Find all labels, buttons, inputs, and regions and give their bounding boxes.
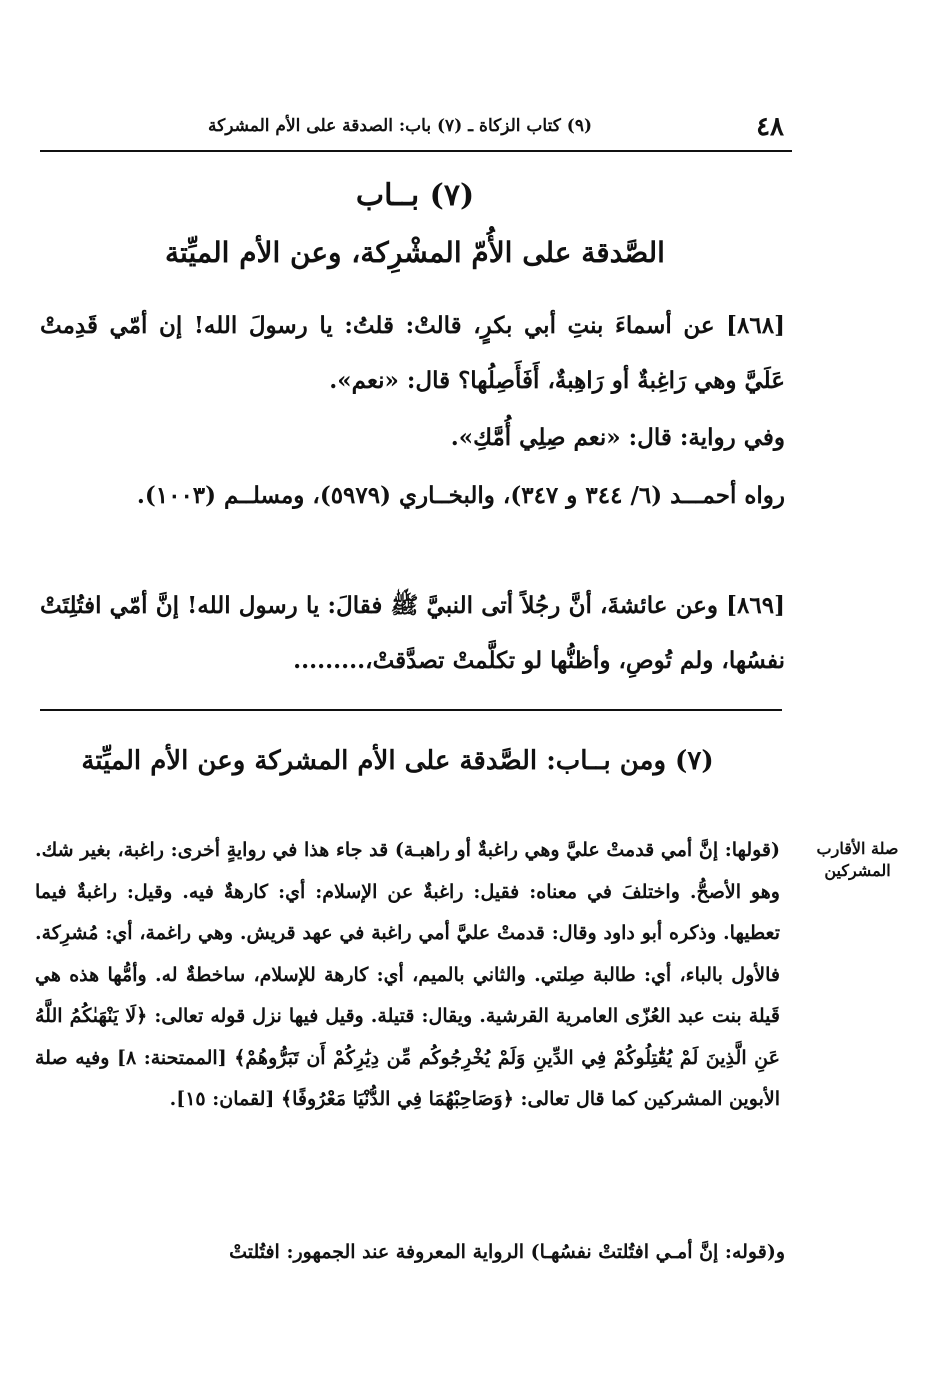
page-number: ٤٨ xyxy=(756,112,784,142)
margin-note: صلة الأقارب المشركين xyxy=(816,839,899,880)
section-divider xyxy=(40,709,782,711)
chapter-label: (٧) بــاب xyxy=(355,178,475,213)
hadith-868-sources: رواه أحمـــد (٦/ ٣٤٤ و ٣٤٧)، والبخــاري (٥٩٧٩)، ومسلــم (١٠٠٣). xyxy=(136,482,785,509)
commentary-paragraph-2: و(قوله: إنَّ أمـي افتُلتتْ نفسُهـا) الرواية المعروفة عند الجمهور: افتُلتتْ xyxy=(229,1241,785,1263)
hadith-869: [٨٦٩] وعن عائشةَ، أنَّ رجُلاً أتى النبيَّ ﷺ فقالَ: يا رسول الله! إنَّ أمّي افتُلِتَتْ نفسُها، ولم تُوصِ، وأظنُّها لو تكلَّمتْ تصدَّقتْ،......... xyxy=(40,592,785,674)
running-header-title: (٩) كتاب الزكاة ـ (٧) باب: الصدقة على الأم المشركة xyxy=(208,116,592,136)
commentary-paragraph: (قولها: إنَّ أمي قدمتْ عليَّ وهي راغبةٌ أو راهبـة) قد جاء هذا في روايةٍ أخرى: راغبة، بغير شك. وهو الأصحُّ. واختلفَ في معناه: فقيل: راغبةٌ عن الإسلام: أي: كارهةٌ فيه. وقيل: راغبةٌ فيما تعطيها. وذكره أبو داود وقال: قدمتْ عليَّ أمي راغبة في عهد قريش. وهي راغمة، أي: مُشرِكة. فالأول بالباء، أي: طالبة صِلتي. والثاني بالميم، أي: كارهة للإسلام، ساخطةٌ له. وأمُّها هذه هي قَيلة بنت عبد العُزّى العامرية القرشية. ويقال: قتيلة. وقيل فيها نزل قوله تعالى: ﴿لَا يَنْهَىٰكُمُ اللَّهُ عَنِ الَّذِينَ لَمْ يُقَٰتِلُوكُمْ فِي الدِّينِ وَلَمْ يُخْرِجُوكُم مِّن دِيَٰرِكُمْ أَن تَبَرُّوهُمْ﴾ [الممتحنة: ٨] وفيه صلة الأبوين المشركين كما قال تعالى: ﴿وَصَاحِبْهُمَا فِي الدُّنْيَا مَعْرُوفًا﴾ [لقمان: ١٥]. xyxy=(35,839,780,1110)
running-header xyxy=(40,112,792,152)
chapter-title: الصَّدقة على الأُمّ المشْرِكة، وعن الأم الميِّتة xyxy=(165,236,665,269)
hadith-868-variant: وفي رواية: قال: «نعم صِلِي أُمَّكِ». xyxy=(450,424,785,451)
commentary-title: (٧) ومن بــاب: الصَّدقة على الأم المشركة وعن الأم الميِّتة xyxy=(81,746,714,776)
hadith-868: [٨٦٨] عن أسماءَ بنتِ أبي بكرٍ، قالتْ: قلتُ: يا رسولَ الله! إن أمّي قَدِمتْ عَلَيَّ وهي رَاغِبةٌ أو رَاهِبةٌ، أَفَأَصِلُها؟ قال: «نعم». xyxy=(40,312,785,394)
